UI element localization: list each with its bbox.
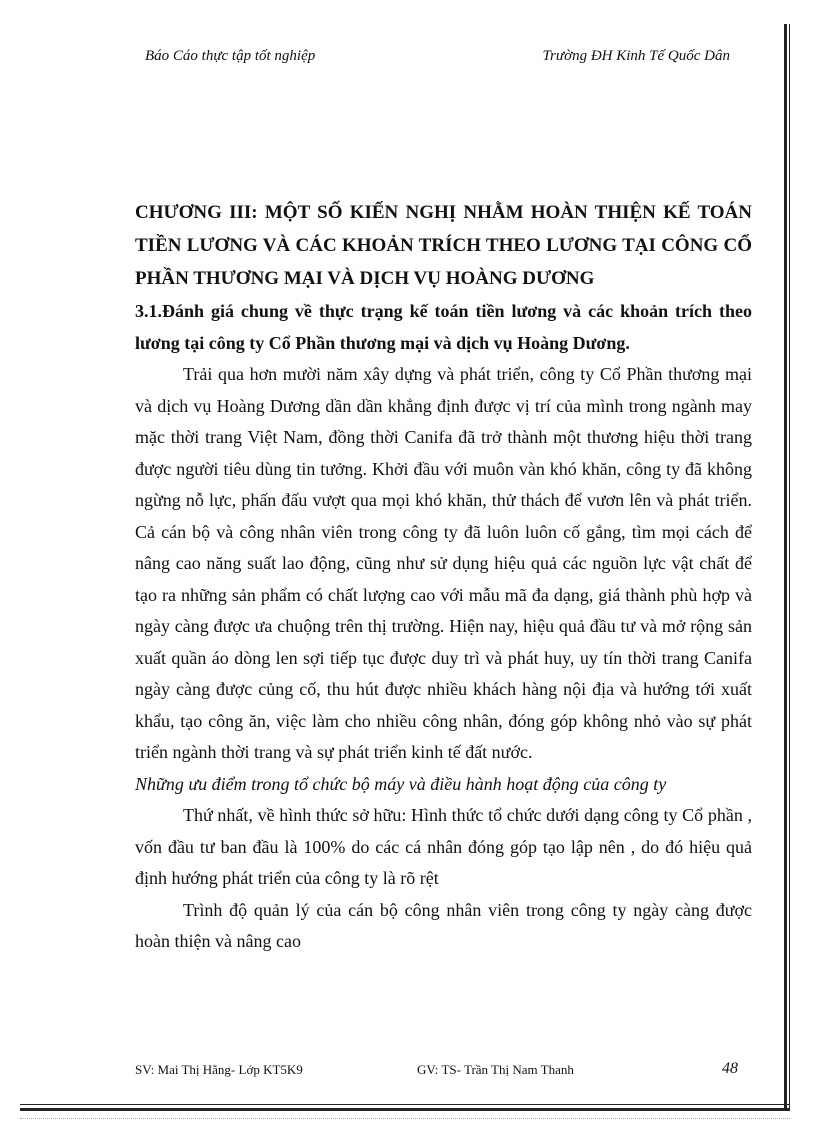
footer-advisor: GV: TS- Trần Thị Nam Thanh xyxy=(417,1062,574,1077)
paragraph-management: Trình độ quản lý của cán bộ công nhân viên trong công ty ngày càng được hoàn thiện và nâng cao xyxy=(135,899,752,951)
header-university: Trường ĐH Kinh Tế Quốc Dân xyxy=(542,48,730,64)
page-border-right-inner xyxy=(789,24,790,1111)
page-border-right xyxy=(784,24,787,1111)
header-report-title: Báo Cáo thực tập tốt nghiệp xyxy=(145,48,316,64)
page-footer xyxy=(135,1060,740,1082)
chapter-title: CHƯƠNG III: MỘT SỐ KIẾN NGHỊ NHẰM HOÀN THIỆN KẾ TOÁN TIỀN LƯƠNG VÀ CÁC KHOẢN TRÍCH THEO LƯƠNG TẠI CÔNG CỔ PHẦN THƯƠNG MẠI VÀ DỊCH VỤ HOÀNG DƯƠNG xyxy=(135,202,752,289)
paragraph-ownership: Thứ nhất, về hình thức sở hữu: Hình thức tổ chức dưới dạng công ty Cổ phần , vốn đầu tư ban đầu là 100% do các cá nhân đóng góp tạo lập nên , do đó hiệu quả định hướng phát triển của công ty là rõ rệt xyxy=(135,805,752,888)
footer-student: SV: Mai Thị Hằng- Lớp KT5K9 xyxy=(135,1062,303,1077)
section-title: 3.1.Đánh giá chung về thực trạng kế toán tiền lương và các khoản trích theo lương tại công ty Cổ Phần thương mại và dịch vụ Hoàng Dương. xyxy=(135,301,752,353)
paragraph-overview: Trải qua hơn mười năm xây dựng và phát triển, công ty Cổ Phần thương mại và dịch vụ Hoàng Dương dần dần khẳng định được vị trí của mình trong ngành may mặc thời trang Việt Nam, đồng thời Canifa đã trở thành một thương hiệu thời trang được người tiêu dùng tin tưởng. Khởi đầu với muôn vàn khó khăn, công ty đã không ngừng nỗ lực, phấn đấu vượt qua mọi khó khăn, thử thách để vươn lên và phát triển. Cả cán bộ và công nhân viên trong công ty đã luôn luôn cố gắng, tìm mọi cách để nâng cao năng suất lao động, cũng như sử dụng hiệu quả các nguồn lực vật chất để tạo ra những sản phẩm có chất lượng cao với mẫu mã đa dạng, giá thành phù hợp và ngày càng được ưa chuộng trên thị trường. Hiện nay, hiệu quả đầu tư và mở rộng sản xuất quần áo dòng len sợi tiếp tục được duy trì và phát huy, uy tín thời trang Canifa ngày càng được củng cố, thu hút được nhiều khách hàng nội địa và hướng tới xuất khẩu, tạo công ăn, việc làm cho nhiều công nhân, đóng góp không nhỏ vào sự phát triển ngành thời trang và sự phát triển kinh tế đất nước. xyxy=(135,364,752,762)
page-bottom-dotted-line xyxy=(20,1118,790,1119)
page-border-bottom xyxy=(20,1108,790,1111)
page-border-bottom-inner xyxy=(20,1104,790,1105)
page-header xyxy=(145,48,730,70)
page-content xyxy=(135,196,752,958)
subheading-advantages: Những ưu điểm trong tổ chức bộ máy và điều hành hoạt động của công ty xyxy=(135,773,667,794)
page-number: 48 xyxy=(722,1060,738,1077)
